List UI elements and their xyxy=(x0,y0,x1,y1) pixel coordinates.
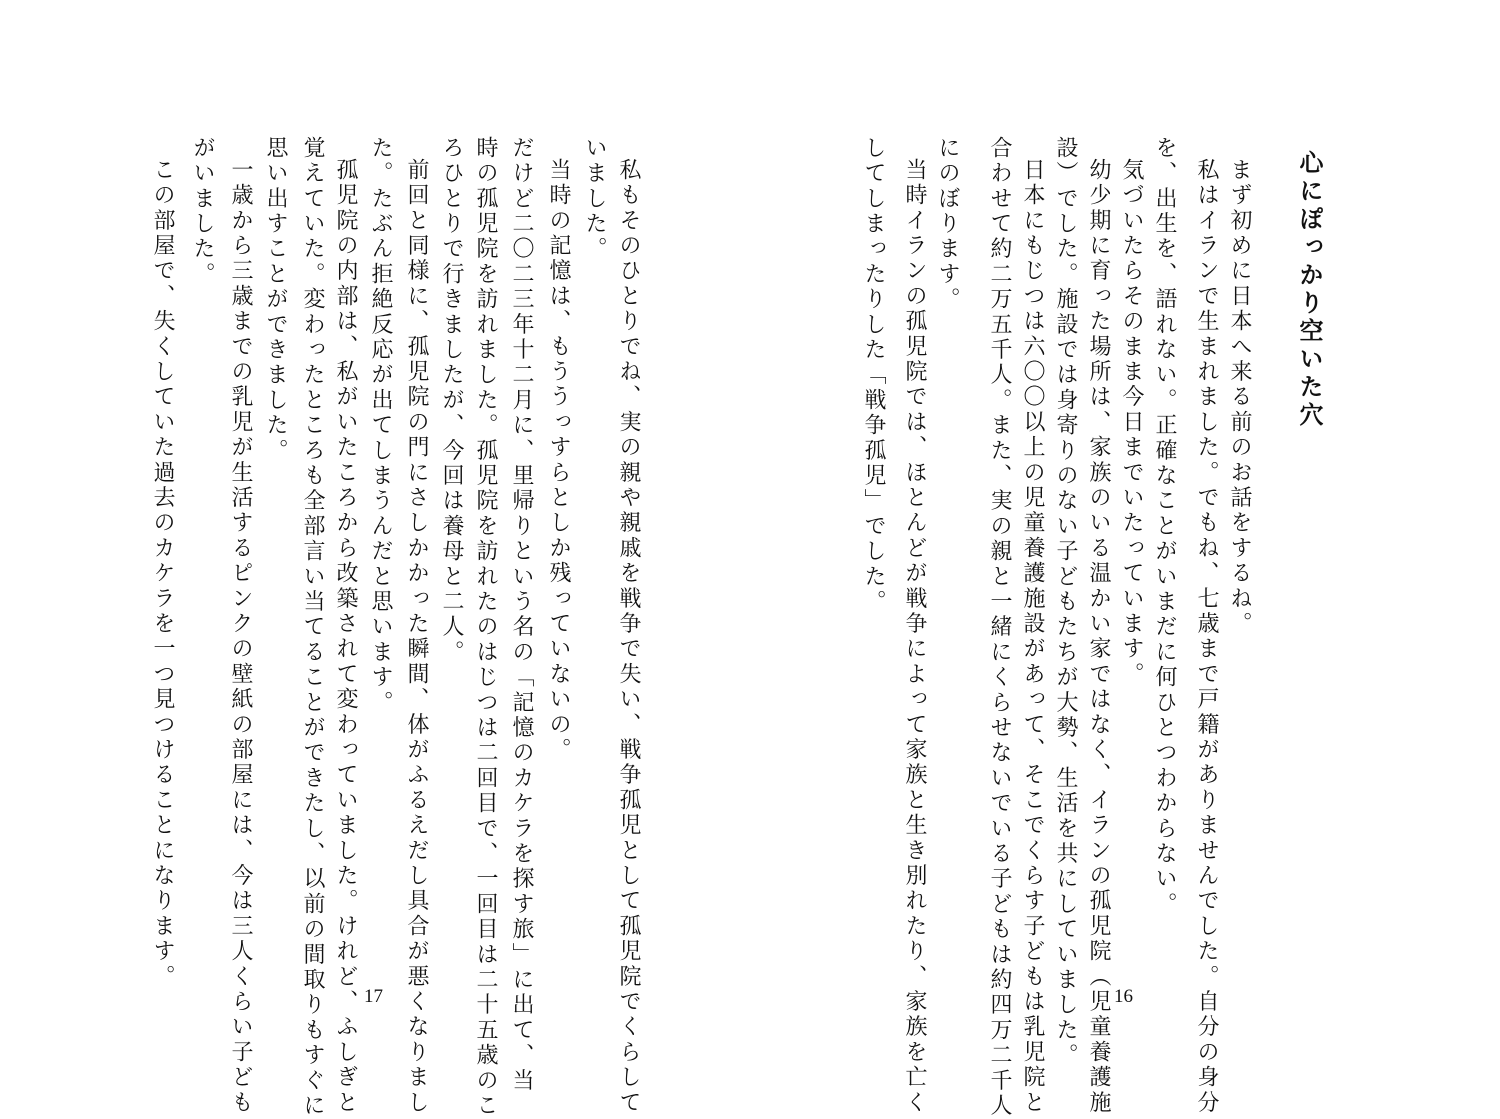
text-line: 幼少期に育った場所は、家族のいる温かい家ではなく、イランの孤児院（児童養護施 xyxy=(1086,158,1111,1116)
text-line: 私はイランで生まれました。でもね、七歳まで戸籍がありませんでした。自分の身分 xyxy=(1194,158,1219,1116)
text-line: だけど二〇二三年十二月に、里帰りという名の「記憶のカケラを探す旅」に出て、当 xyxy=(509,136,534,1094)
text-line: 当時の記憶は、もううっすらとしか残っていないの。 xyxy=(546,158,571,763)
text-line: 当時イランの孤児院では、ほとんどが戦争によって家族と生き別れたり、家族を亡く xyxy=(902,158,927,1116)
text-line: まず初めに日本へ来る前のお話をするね。 xyxy=(1227,158,1252,637)
text-line: ろひとりで行きましたが、今回は養母と二人。 xyxy=(439,136,464,666)
text-line: 私もそのひとりでね、実の親や親戚を戦争で失い、戦争孤児として孤児院でくらして xyxy=(616,158,641,1116)
text-line: にのぼります。 xyxy=(935,136,960,313)
text-line: この部屋で、失くしていた過去のカケラを一つ見つけることになります。 xyxy=(150,158,175,990)
text-line: がいました。 xyxy=(190,136,215,288)
text-line: 設）でした。施設では身寄りのない子どもたちが大勢、生活を共にしていました。 xyxy=(1053,136,1078,1069)
text-line: 孤児院の内部は、私がいたころから改築されて変わっていました。けれど、ふしぎと xyxy=(333,158,358,1116)
page-number: 17 xyxy=(364,986,383,1007)
text-line: 日本にもじつは六〇〇以上の児童養護施設があって、そこでくらす子どもは乳児院と xyxy=(1020,158,1045,1116)
text-line: 合わせて約二万五千人。また、実の親と一緒にくらせないでいる子どもは約四万二千人 xyxy=(987,136,1012,1119)
text-line: 一歳から三歳までの乳児が生活するピンクの壁紙の部屋には、今は三人くらい子ども xyxy=(228,158,253,1116)
text-line: 気づいたらそのまま今日までいたっています。 xyxy=(1119,158,1144,688)
text-line: を、出生を、語れない。正確なことがいまだに何ひとつわからない。 xyxy=(1152,136,1177,918)
text-line: 覚えていた。変わったところも全部言い当てることができたし、以前の間取りもすぐに xyxy=(300,136,325,1119)
page-number: 16 xyxy=(1114,986,1133,1007)
text-line: 前回と同様に、孤児院の門にさしかかった瞬間、体がふるえだし具合が悪くなりまし xyxy=(404,158,429,1116)
text-line: 思い出すことができました。 xyxy=(263,136,288,464)
text-line: してしまったりした「戦争孤児」でした。 xyxy=(861,136,886,615)
text-line: 時の孤児院を訪れました。孤児院を訪れたのはじつは二回目で、一回目は二十五歳のこ xyxy=(473,136,498,1119)
text-line: いました。 xyxy=(582,136,607,262)
page-16 xyxy=(750,0,1500,1119)
chapter-title: 心にぽっかり空いた穴 xyxy=(1295,150,1324,430)
text-line: た。たぶん拒絶反応が出てしまうんだと思います。 xyxy=(368,136,393,716)
